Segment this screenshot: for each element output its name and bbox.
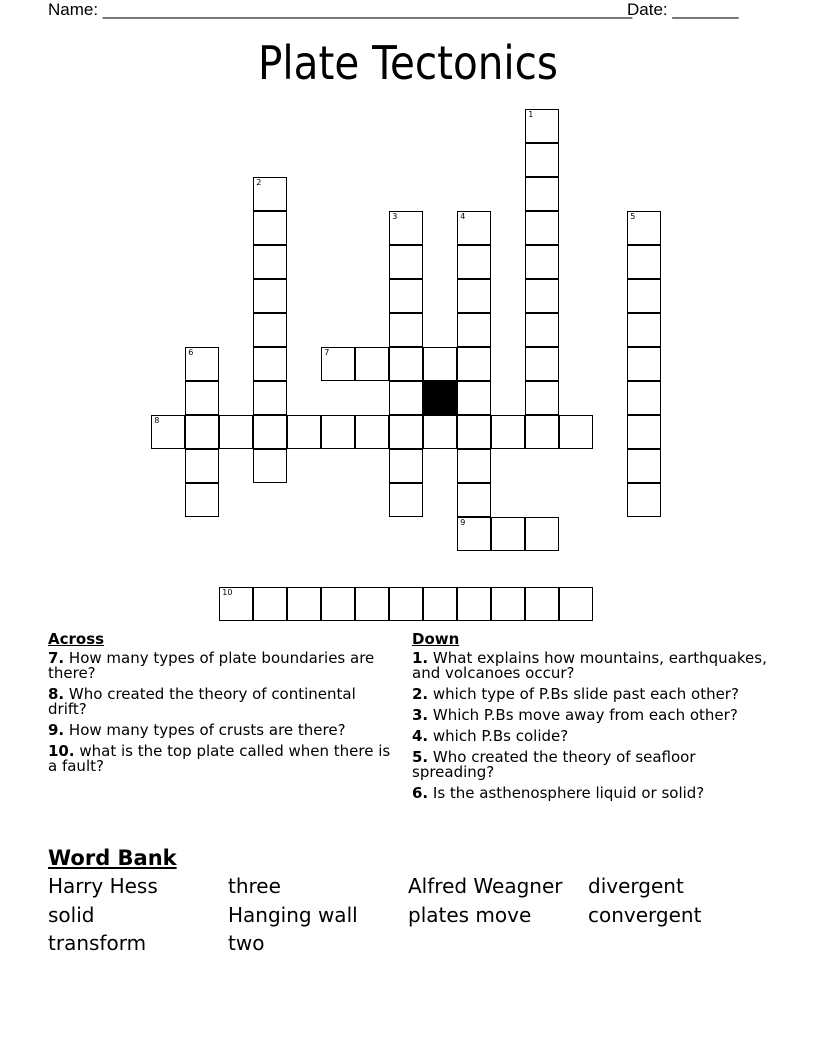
word-bank-item: convergent [588,902,702,927]
crossword-cell[interactable] [321,587,355,621]
crossword-cell[interactable] [389,587,423,621]
down-heading: Down [412,630,460,648]
crossword-cell[interactable] [559,415,593,449]
word-bank-item: three [228,874,281,898]
crossword-cell[interactable] [525,517,559,551]
crossword-cell[interactable] [253,211,287,245]
crossword-cell[interactable] [525,109,559,143]
clue-number: 7. [48,649,65,667]
crossword-cell[interactable] [355,347,389,381]
crossword-cell[interactable] [457,415,491,449]
crossword-cell[interactable] [525,245,559,279]
word-bank-item: Harry Hess [48,874,158,898]
clue-number: 9 [460,518,466,528]
crossword-cell[interactable] [627,449,661,483]
clue-text: which P.Bs colide? [428,727,569,745]
crossword-cell[interactable] [287,415,321,449]
crossword-cell[interactable] [389,211,423,245]
crossword-cell[interactable] [525,347,559,381]
clue-number: 6. [412,784,429,802]
word-bank-item: transform [48,931,147,955]
crossword-cell[interactable] [627,415,661,449]
clue-text: what is the top plate called when there is a fault? [48,742,391,775]
crossword-cell[interactable] [525,143,559,177]
crossword-cell[interactable] [253,587,287,621]
crossword-cell[interactable] [525,279,559,313]
crossword-cell[interactable] [253,381,287,415]
across-clue [48,744,398,774]
crossword-cell[interactable] [253,347,287,381]
crossword-cell[interactable] [627,313,661,347]
clue-number: 2 [256,178,262,188]
crossword-cell[interactable] [389,313,423,347]
clue-text: How many types of crusts are there? [64,721,346,739]
crossword-cell[interactable] [525,211,559,245]
across-clue [48,723,398,738]
crossword-cell[interactable] [525,415,559,449]
clue-number: 2. [412,685,429,703]
clue-text: Which P.Bs move away from each other? [428,706,738,724]
crossword-cell[interactable] [457,279,491,313]
crossword-cell[interactable] [457,245,491,279]
crossword-cell[interactable] [253,279,287,313]
clue-number: 3. [412,706,429,724]
crossword-cell[interactable] [321,415,355,449]
word-bank-item: divergent [588,874,684,898]
down-clue [412,687,772,702]
crossword-cell[interactable] [423,587,457,621]
across-heading: Across [48,630,105,648]
crossword-cell[interactable] [457,211,491,245]
across-clues [48,632,398,780]
crossword-cell[interactable] [253,245,287,279]
black-cell [423,381,457,415]
clue-text: Who created the theory of continental drift? [48,685,356,718]
crossword-cell[interactable] [457,449,491,483]
crossword-cell[interactable] [457,483,491,517]
word-bank-item: plates move [408,902,532,927]
crossword-cell[interactable] [627,347,661,381]
crossword-cell[interactable] [151,415,185,449]
clue-number: 3 [392,212,398,222]
crossword-cell[interactable] [457,381,491,415]
crossword-cell[interactable] [389,483,423,517]
date-field-label: Date: _______ [627,0,739,19]
crossword-cell[interactable] [287,587,321,621]
crossword-cell[interactable] [389,381,423,415]
clue-text: which type of P.Bs slide past each other? [428,685,739,703]
clue-number: 4. [412,727,429,745]
crossword-cell[interactable] [627,245,661,279]
word-bank-item: two [228,931,265,955]
across-clue [48,687,398,717]
crossword-cell[interactable] [185,415,219,449]
clue-number: 9. [48,721,65,739]
crossword-cell[interactable] [253,177,287,211]
crossword-cell[interactable] [185,381,219,415]
crossword-cell[interactable] [423,415,457,449]
clue-text: What explains how mountains, earthquakes, and volcanoes occur? [412,649,767,682]
name-field-label: Name: ________________________________________________________ [48,0,633,19]
down-clue [412,729,772,744]
word-bank-item: solid [48,902,95,927]
down-clue [412,651,772,681]
word-bank-title: Word Bank [48,846,177,870]
page-title: Plate Tectonics [257,36,558,90]
crossword-cell[interactable] [491,517,525,551]
crossword-cell[interactable] [457,517,491,551]
clue-text: How many types of plate boundaries are there? [48,649,375,682]
crossword-cell[interactable] [185,483,219,517]
clue-number: 8 [154,416,160,426]
clue-number: 1 [528,110,534,120]
word-bank-item: Alfred Weagner [408,874,563,898]
crossword-cell[interactable] [389,279,423,313]
clue-number: 7 [324,348,330,358]
crossword-cell[interactable] [491,415,525,449]
crossword-cell[interactable] [525,177,559,211]
crossword-cell[interactable] [525,381,559,415]
down-clue [412,750,772,780]
clue-number: 4 [460,212,466,222]
crossword-cell[interactable] [219,587,253,621]
crossword-cell[interactable] [389,347,423,381]
crossword-cell[interactable] [355,415,389,449]
crossword-cell[interactable] [253,415,287,449]
down-clue [412,786,772,801]
crossword-cell[interactable] [525,313,559,347]
down-clues [412,632,772,807]
clue-number: 10 [222,588,233,598]
crossword-cell[interactable] [627,279,661,313]
crossword-cell[interactable] [355,587,389,621]
crossword-cell[interactable] [185,347,219,381]
crossword-cell[interactable] [253,449,287,483]
crossword-cell[interactable] [457,587,491,621]
clue-number: 5. [412,748,429,766]
crossword-cell[interactable] [185,449,219,483]
clue-number: 6 [188,348,194,358]
word-bank-item: Hanging wall [228,902,358,927]
crossword-cell[interactable] [627,381,661,415]
crossword-cell[interactable] [627,211,661,245]
crossword-cell[interactable] [457,347,491,381]
crossword-cell[interactable] [457,313,491,347]
down-clue [412,708,772,723]
clue-number: 5 [630,212,636,222]
crossword-cell[interactable] [219,415,253,449]
crossword-cell[interactable] [423,347,457,381]
crossword-cell[interactable] [389,449,423,483]
clue-number: 1. [412,649,429,667]
crossword-cell[interactable] [627,483,661,517]
crossword-cell[interactable] [321,347,355,381]
crossword-cell[interactable] [389,245,423,279]
crossword-cell[interactable] [253,313,287,347]
crossword-cell[interactable] [525,587,559,621]
crossword-cell[interactable] [559,587,593,621]
clue-number: 8. [48,685,65,703]
crossword-cell[interactable] [389,415,423,449]
crossword-cell[interactable] [491,587,525,621]
clue-number: 10. [48,742,75,760]
clue-text: Who created the theory of seafloor spreading? [412,748,696,781]
clue-text: Is the asthenosphere liquid or solid? [428,784,705,802]
across-clue [48,651,398,681]
